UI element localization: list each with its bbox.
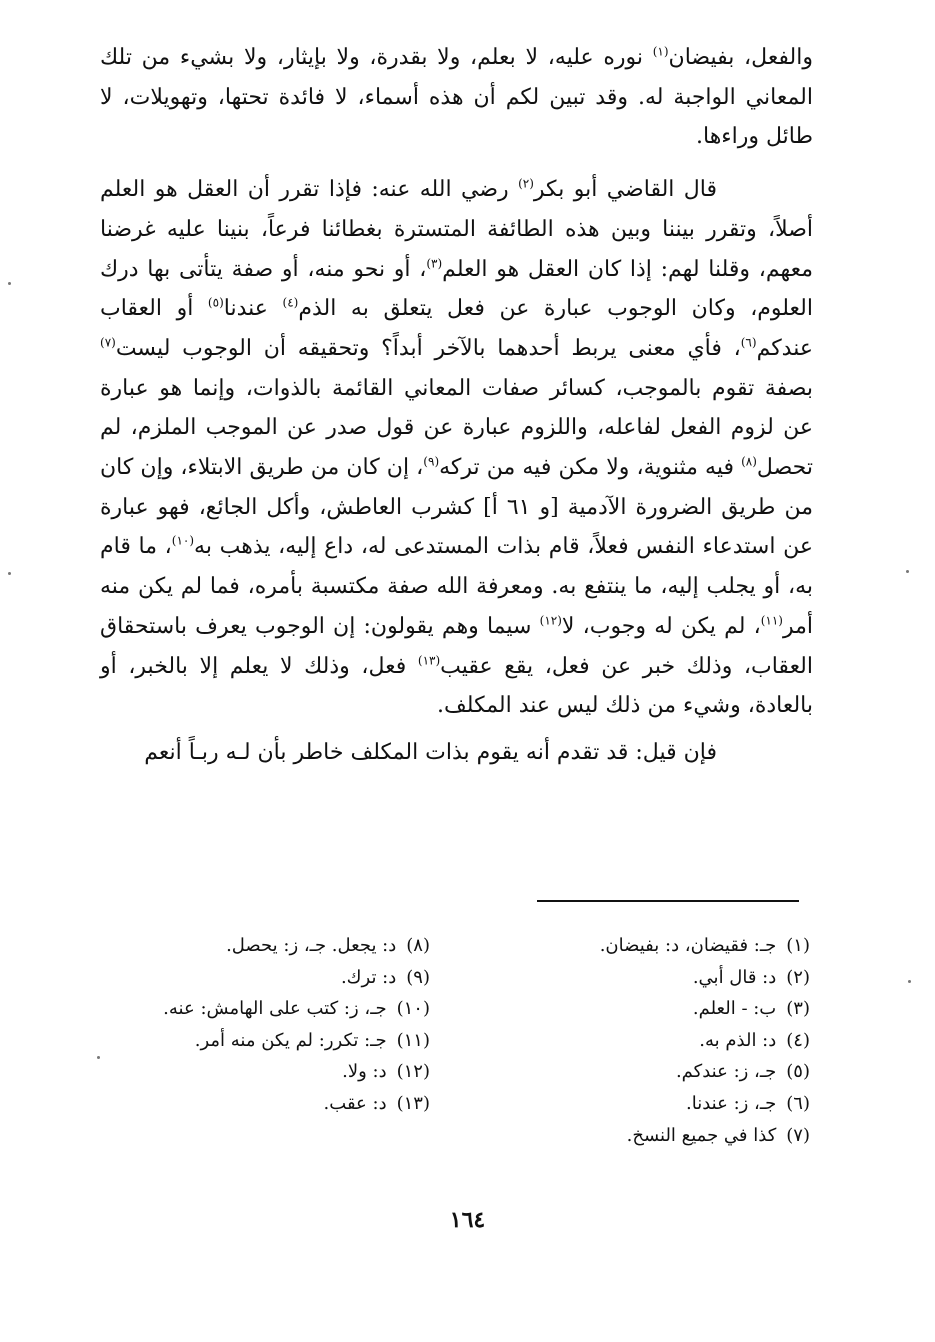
footnote-text: جـ، ز: عندنا. — [686, 1092, 777, 1114]
text-run: والفعل، بفيضان — [668, 45, 813, 70]
footnote-text: جـ: تكرر: لم يكن منه أمر. — [194, 1029, 387, 1051]
footnote-item — [510, 930, 810, 962]
footnote-number: (١١) — [396, 1029, 430, 1051]
footnote-text: د: عقب. — [323, 1092, 387, 1114]
text-run: ، لم يكن له وجوب، لا — [561, 613, 761, 639]
footnote-item — [90, 1025, 430, 1057]
text-run: ، أو نحو منه، أو صفة يتأتى بها درك العلوم، وكان الوجوب عبارة عن فعل يتعلق به الذم — [100, 256, 813, 322]
footnote-ref: (٣) — [426, 256, 443, 271]
footnote-text: د: يجعل. جـ، ز: يحصل. — [226, 935, 397, 956]
footnote-item — [510, 993, 810, 1025]
footnotes-right-column — [510, 930, 810, 1151]
footnote-ref: (٧) — [100, 335, 116, 350]
footnote-text: كذا في جميع النسخ. — [626, 1124, 777, 1146]
footnote-ref: (٤) — [282, 295, 299, 310]
footnote-ref: (٨) — [741, 454, 757, 469]
footnote-item — [90, 1088, 430, 1120]
footnote-text: جـ، ز: عندكم. — [675, 1061, 777, 1083]
footnote-number: (٢) — [786, 966, 810, 988]
footnote-ref: (٢) — [518, 176, 534, 191]
text-run: قال القاضي أبو بكر — [533, 177, 717, 203]
footnote-number: (٨) — [406, 935, 430, 956]
footnote-number: (٥) — [786, 1061, 810, 1083]
page-number: ١٦٤ — [449, 1207, 486, 1233]
footnote-item — [510, 1120, 810, 1152]
footnote-ref: (١) — [652, 44, 669, 59]
footnote-ref: (٩) — [423, 454, 440, 469]
text-run: عندنا — [223, 296, 283, 322]
footnote-number: (٤) — [786, 1029, 810, 1051]
footnote-ref: (١٢) — [539, 613, 562, 628]
footnote-item — [510, 962, 810, 994]
footnote-item — [90, 930, 430, 962]
footnote-text: جـ، ز: كتب على الهامش: عنه. — [163, 998, 387, 1020]
main-text — [100, 38, 813, 773]
footnote-ref: (٥) — [207, 295, 224, 310]
footnote-item — [90, 962, 430, 994]
paragraph-1 — [100, 38, 813, 157]
text-run: أو العقاب عندكم — [100, 296, 813, 361]
text-run: ، ما قام به، أو يجلب إليه، ما ينتفع به. ومعرفة الله صفة مكتسبة بأمره، فما لم يكن منه أمر — [100, 534, 813, 639]
scan-speck — [906, 570, 909, 573]
footnote-ref: (٦) — [740, 335, 757, 350]
footnote-number: (٦) — [786, 1092, 810, 1114]
scan-speck — [908, 980, 911, 983]
footnote-item — [90, 993, 430, 1025]
footnote-item — [510, 1056, 810, 1088]
paragraph-2 — [100, 170, 813, 726]
text-run: سيما وهم يقولون: إن الوجوب يعرف باستحقاق العقاب، وذلك خبر عن فعل، يقع عقيب — [100, 613, 813, 679]
footnote-item — [510, 1088, 810, 1120]
footnote-text: د: الذم به. — [699, 1029, 777, 1051]
text-run: ، إن كان من طريق الابتلاء، وإن كان من طريق الضرورة الآدمية [و ٦١ أ] كشرب العاطش، وأكل الجائع، فهو عبارة عن استدعاء النفس فعلاً، قام بذات المستدعى له، داع إليه، يذهب به — [100, 455, 813, 560]
scan-speck — [8, 572, 11, 575]
footnote-separator — [537, 900, 799, 902]
text-run: رضي الله عنه: فإذا تقرر أن العقل هو العلم أصلاً، وتقرر بيننا وبين هذه الطائفة المتسترة بغطائنا فرعاً، بنينا عليه غرضنا معهم، وقلنا لهم: إذا كان العقل هو العلم — [100, 177, 813, 282]
scan-speck — [97, 1056, 100, 1059]
footnote-item — [510, 1025, 810, 1057]
scan-speck — [8, 282, 11, 285]
footnote-number: (٩) — [406, 966, 430, 988]
footnote-ref: (١٣) — [417, 653, 441, 668]
footnote-ref: (١١) — [760, 613, 783, 628]
text-run: فيه مثنوية، ولا مكن فيه من تركه — [439, 455, 742, 481]
text-run: بصفة تقوم بالموجب، كسائر صفات المعاني القائمة بالذوات، وإنما هو عبارة عن لزوم الفعل لفاعله، واللزوم عبارة عن قول صدر عن الموجب الملزم، لم تحصل — [100, 375, 813, 481]
footnote-text: د: قال أبي. — [692, 966, 777, 988]
footnote-number: (١٠) — [396, 998, 430, 1020]
footnote-number: (١٢) — [396, 1061, 430, 1083]
footnote-item — [90, 1056, 430, 1088]
footnote-number: (٣) — [786, 998, 810, 1020]
footnote-text: د: ولا. — [342, 1061, 387, 1083]
text-run: ، فأي معنى يربط أحدهما بالآخر أبداً؟ وتحقيقه أن الوجوب ليست — [115, 335, 741, 361]
footnote-text: د: ترك. — [340, 966, 397, 988]
paragraph-3: فإن قيل: قد تقدم أنه يقوم بذات المكلف خاطر بأن لـه ربـاً أنعم — [144, 739, 717, 765]
text-run: نوره عليه، لا بعلم، ولا بقدرة، ولا بإيثار، ولا بشيء من تلك المعاني الواجبة له. وقد تبين لكم أن هذه أسماء، لا فائدة تحتها، وتهويلات، لا طائل وراءها. — [100, 45, 813, 150]
text-run: فعل، وذلك لا يعلم إلا بالخبر، أو بالعادة، وشيء من ذلك ليس عند المكلف. — [100, 653, 813, 719]
footnote-ref: (١٠) — [171, 534, 195, 549]
footnote-text: جـ: فقيضان، د: بفيضان. — [599, 935, 777, 956]
footnote-text: ب: - العلم. — [692, 998, 777, 1020]
footnote-number: (١٣) — [396, 1092, 430, 1114]
footnotes-left-column — [90, 930, 430, 1120]
footnote-number: (٧) — [786, 1124, 810, 1146]
footnote-number: (١) — [786, 935, 810, 956]
